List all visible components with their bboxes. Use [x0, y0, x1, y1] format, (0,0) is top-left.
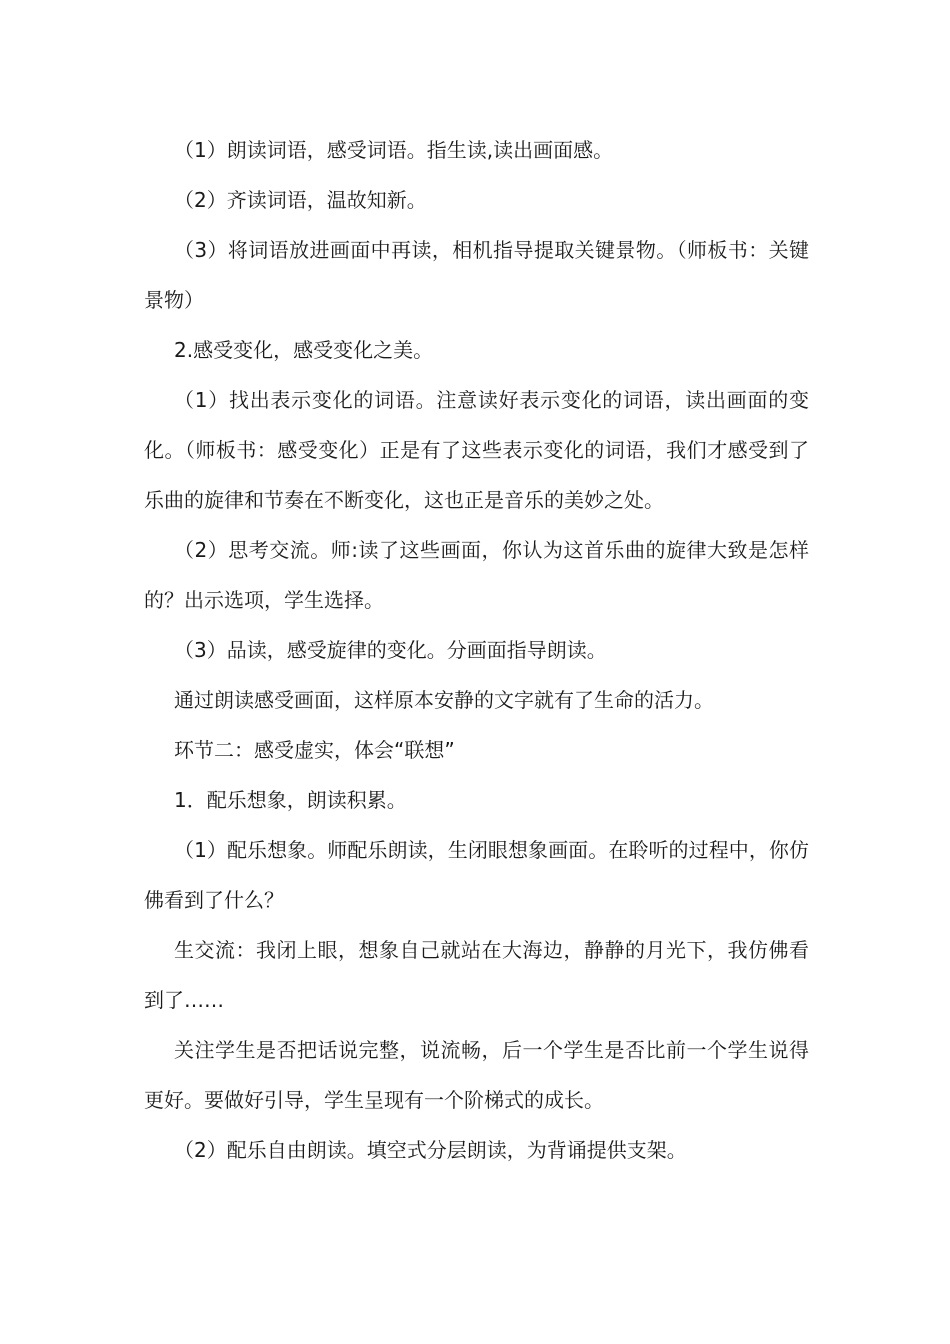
paragraph-5: （1）找出表示变化的词语。注意读好表示变化的词语，读出画面的变化。（师板书：感受变化）正是有了这些表示变化的词语，我们才感受到了乐曲的旋律和节奏在不断变化，这也正是音乐的美妙之处。 — [144, 388, 809, 512]
paragraph-6: （2）思考交流。师:读了这些画面，你认为这首乐曲的旋律大致是怎样的？出示选项，学生选择。 — [144, 538, 809, 612]
paragraph-3: （3）将词语放进画面中再读，相机指导提取关键景物。（师板书：关键景物） — [144, 238, 809, 312]
paragraph-1: （1）朗读词语，感受词语。指生读,读出画面感。 — [174, 138, 614, 162]
paragraph-10: 1．配乐想象，朗读积累。 — [174, 788, 407, 812]
paragraph-13: 关注学生是否把话说完整，说流畅，后一个学生是否比前一个学生说得更好。要做好引导，学生呈现有一个阶梯式的成长。 — [144, 1038, 809, 1112]
paragraph-12: 生交流：我闭上眼，想象自己就站在大海边，静静的月光下，我仿佛看到了…… — [144, 938, 809, 1012]
paragraph-2: （2）齐读词语，温故知新。 — [174, 188, 427, 212]
paragraph-7: （3）品读，感受旋律的变化。分画面指导朗读。 — [174, 638, 607, 662]
paragraph-11: （1）配乐想象。师配乐朗读，生闭眼想象画面。在聆听的过程中，你仿佛看到了什么？ — [144, 838, 809, 912]
section-heading: 环节二：感受虚实，体会“联想” — [174, 738, 455, 762]
paragraph-4: 2.感受变化，感受变化之美。 — [174, 338, 434, 362]
document-body — [144, 125, 809, 1175]
paragraph-14: （2）配乐自由朗读。填空式分层朗读，为背诵提供支架。 — [174, 1138, 687, 1162]
paragraph-8: 通过朗读感受画面，这样原本安静的文字就有了生命的活力。 — [174, 688, 714, 712]
